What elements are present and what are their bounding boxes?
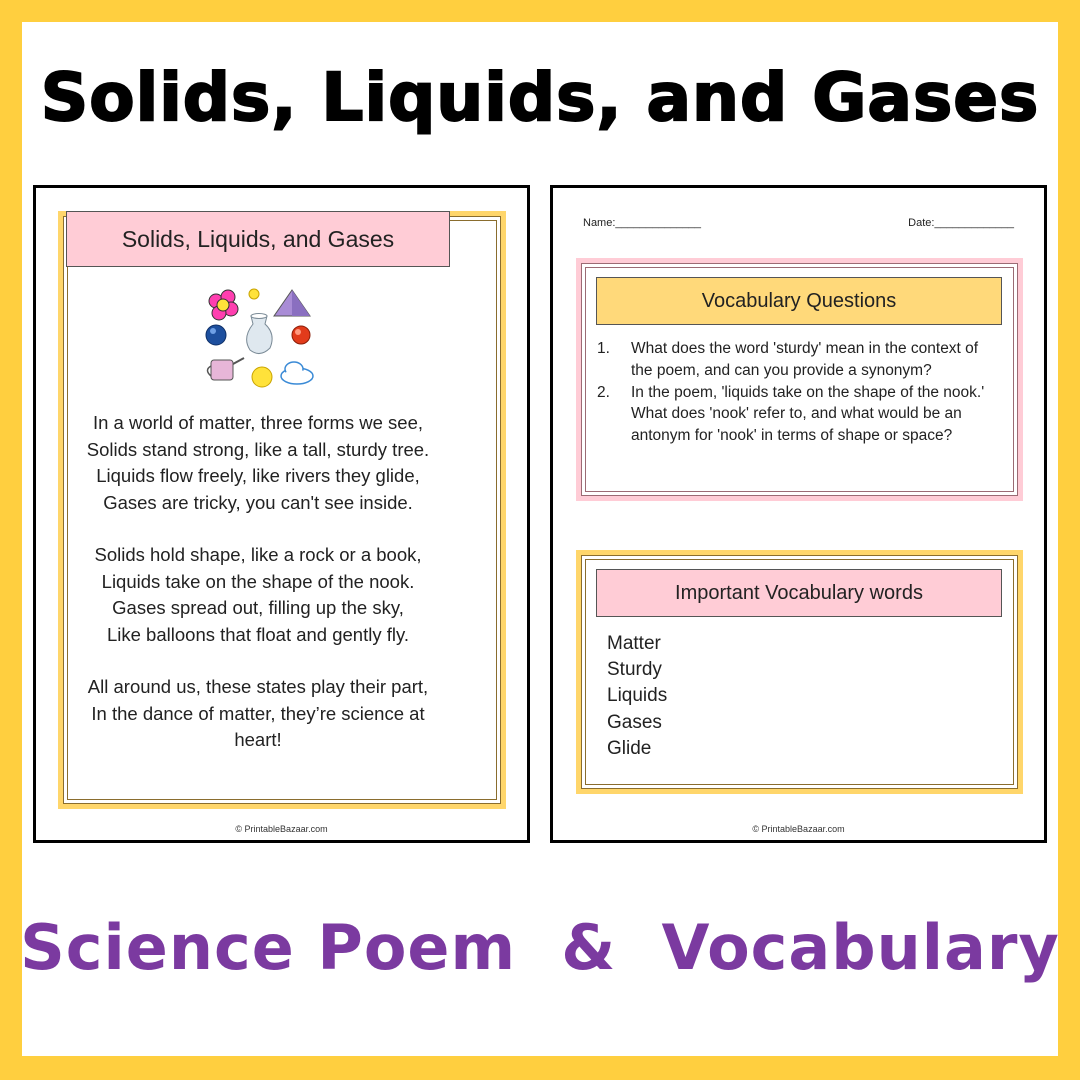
red-ball-icon <box>292 326 310 344</box>
poem-line: heart! <box>234 729 282 750</box>
main-title: Solids, Liquids, and Gases <box>40 59 1040 136</box>
question-number: 2. <box>597 383 610 401</box>
poem-text <box>62 410 454 780</box>
poem-line: Solids stand strong, like a tall, sturdy tree. <box>86 438 430 460</box>
yellow-ball-icon <box>249 289 259 299</box>
poem-line: Gases spread out, filling up the sky, <box>112 597 404 618</box>
poem-line: In the dance of matter, they’re science at <box>91 702 425 724</box>
page-footer: © PrintableBazaar.com <box>752 824 845 834</box>
vocab-word: Gases <box>607 711 662 733</box>
flower-icon <box>209 290 238 320</box>
states-of-matter-clipart <box>204 288 316 394</box>
vase-icon <box>247 314 272 354</box>
page-footer: © PrintableBazaar.com <box>235 824 328 834</box>
poem-page-preview <box>33 185 530 843</box>
vocab-word: Glide <box>607 737 652 759</box>
poem-line: Like balloons that float and gently fly. <box>106 623 410 645</box>
yellow-ball-icon-2 <box>252 367 272 387</box>
vocab-word: Liquids <box>607 685 668 707</box>
poem-stanza-1 <box>62 410 454 516</box>
poem-stanza-2 <box>62 542 454 648</box>
questions-list <box>597 338 997 447</box>
question-item <box>597 382 997 447</box>
poem-line: Liquids take on the shape of the nook. <box>101 570 415 592</box>
vocab-heading: Important Vocabulary words <box>596 569 1002 617</box>
blue-ball-icon <box>206 325 226 345</box>
watering-can-icon <box>208 358 245 380</box>
poem-line: Liquids flow freely, like rivers they glide, <box>96 465 420 486</box>
question-number: 1. <box>597 340 610 357</box>
poem-line: In a world of matter, three forms we see, <box>92 412 424 433</box>
vocabulary-page-preview <box>550 185 1047 843</box>
date-field: Date:_____________ <box>908 217 1014 229</box>
name-field: Name:______________ <box>583 217 702 229</box>
question-item <box>597 338 997 382</box>
question-text: What does the word 'sturdy' mean in the context of the poem, and can you provide a synonym? <box>631 340 979 379</box>
poem-line: Gases are tricky, you can't see inside. <box>103 491 413 513</box>
poem-heading: Solids, Liquids, and Gases <box>66 211 450 267</box>
vocab-list <box>607 631 667 762</box>
question-text: In the poem, 'liquids take on the shape of the nook.' What does 'nook' refer to, and what would be an antonym for 'nook' in terms of shape or space? <box>631 383 985 445</box>
poem-line: All around us, these states play their part, <box>87 676 429 697</box>
questions-heading: Vocabulary Questions <box>596 277 1002 325</box>
poem-line: Solids hold shape, like a rock or a book, <box>94 544 422 565</box>
pyramid-icon <box>274 290 310 316</box>
poem-stanza-3 <box>62 674 454 754</box>
cloud-icon <box>281 362 313 384</box>
subtitle: Science Poem & Vocabulary <box>20 911 1060 984</box>
vocab-word: Sturdy <box>607 659 662 681</box>
vocab-word: Matter <box>607 633 661 654</box>
